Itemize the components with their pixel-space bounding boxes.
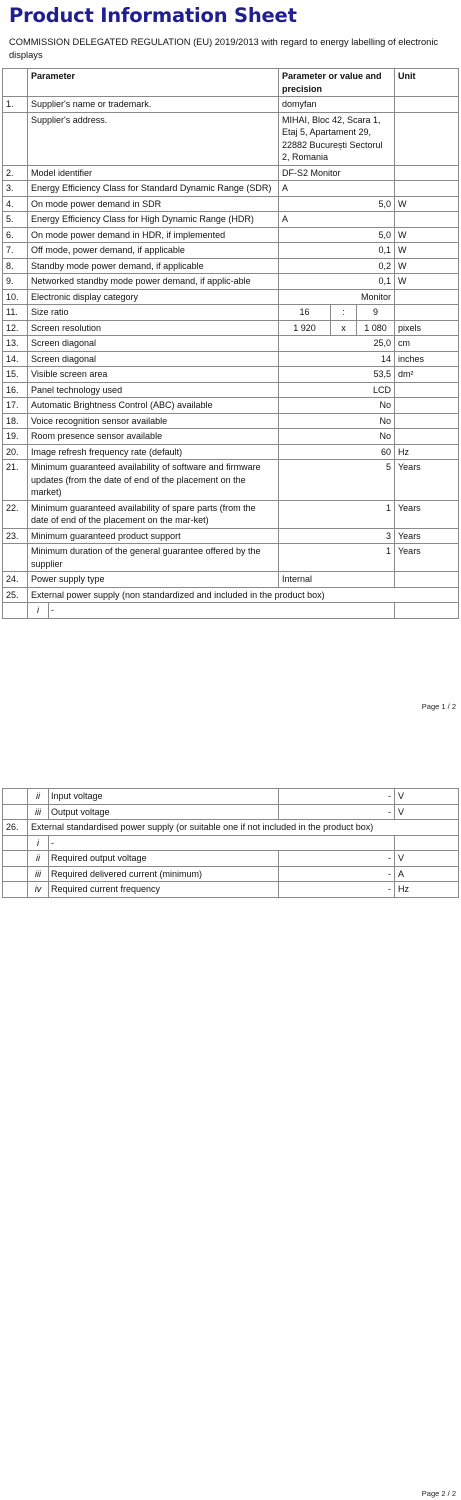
row-unit xyxy=(395,181,459,197)
row-unit xyxy=(395,413,459,429)
row-unit xyxy=(395,97,459,113)
row-value: 5,0 xyxy=(279,196,395,212)
sub-row xyxy=(3,866,459,882)
row-parameter: Size ratio xyxy=(28,305,279,321)
row-parameter: Energy Efficiency Class for High Dynamic Range (HDR) xyxy=(28,212,279,228)
row-unit: W xyxy=(395,227,459,243)
row-parameter: Screen resolution xyxy=(28,320,279,336)
table-row xyxy=(3,460,459,501)
row-number: 5. xyxy=(3,212,28,228)
row-value: 3 xyxy=(279,528,395,544)
row-value: LCD xyxy=(279,382,395,398)
row-number: 10. xyxy=(3,289,28,305)
row-value: 0,1 xyxy=(279,243,395,259)
table-row xyxy=(3,336,459,352)
row-value: Monitor xyxy=(279,289,395,305)
row-unit xyxy=(395,112,459,165)
sub-row-roman: i xyxy=(28,603,49,619)
header-value: Parameter or value and precision xyxy=(279,69,395,97)
sub-row-unit: A xyxy=(395,866,459,882)
row-unit xyxy=(395,289,459,305)
table-row xyxy=(3,196,459,212)
row-value: No xyxy=(279,398,395,414)
product-info-table-page-2 xyxy=(2,788,459,898)
row-unit xyxy=(395,212,459,228)
row-number: 7. xyxy=(3,243,28,259)
row-number: 16. xyxy=(3,382,28,398)
row-parameter: Power supply type xyxy=(28,572,279,588)
sub-row-roman: i xyxy=(28,835,49,851)
row-parameter: Automatic Brightness Control (ABC) available xyxy=(28,398,279,414)
table-row xyxy=(3,289,459,305)
row-value: 14 xyxy=(279,351,395,367)
sub-row-roman: iii xyxy=(28,866,49,882)
sub-row-unit: V xyxy=(395,804,459,820)
sub-row-unit xyxy=(395,603,459,619)
row-number: 21. xyxy=(3,460,28,501)
row-parameter: Minimum guaranteed product support xyxy=(28,528,279,544)
row-parameter: Networked standby mode power demand, if applic-able xyxy=(28,274,279,290)
row-parameter: Room presence sensor available xyxy=(28,429,279,445)
sub-row-value: - xyxy=(279,851,395,867)
row-parameter: Visible screen area xyxy=(28,367,279,383)
sub-row-indent xyxy=(3,804,28,820)
row-parameter: Supplier's name or trademark. xyxy=(28,97,279,113)
sub-row xyxy=(3,882,459,898)
page-number-2: Page 2 / 2 xyxy=(421,1489,456,1498)
sub-row-unit: V xyxy=(395,851,459,867)
row-value: 0,1 xyxy=(279,274,395,290)
sub-row-unit xyxy=(395,835,459,851)
sub-row-value: - xyxy=(279,804,395,820)
row-value: No xyxy=(279,413,395,429)
row-value: domyfan xyxy=(279,97,395,113)
row-parameter: On mode power demand in SDR xyxy=(28,196,279,212)
regulation-subtitle: COMMISSION DELEGATED REGULATION (EU) 2019/2013 with regard to energy labelling of electronic displays xyxy=(9,37,439,60)
sub-row-roman: iv xyxy=(28,882,49,898)
table-row xyxy=(3,212,459,228)
page-number-1: Page 1 / 2 xyxy=(421,702,456,711)
table-row xyxy=(3,367,459,383)
row-unit xyxy=(395,305,459,321)
row-unit: W xyxy=(395,274,459,290)
table-row xyxy=(3,320,459,336)
sub-row-indent xyxy=(3,603,28,619)
sub-row-parameter: Input voltage xyxy=(49,789,279,805)
row-number: 26. xyxy=(3,820,28,836)
sub-row-parameter: - xyxy=(49,835,395,851)
row-value: MIHAI, Bloc 42, Scara 1, Etaj 5, Apartament 29, 22882 București Sectorul 2, Romania xyxy=(279,112,395,165)
row-unit: W xyxy=(395,196,459,212)
row-unit xyxy=(395,429,459,445)
row-number: 8. xyxy=(3,258,28,274)
row-number: 2. xyxy=(3,165,28,181)
sub-row-value: - xyxy=(279,866,395,882)
table-row xyxy=(3,305,459,321)
sub-row-parameter: Required output voltage xyxy=(49,851,279,867)
row-number xyxy=(3,544,28,572)
row-parameter: Model identifier xyxy=(28,165,279,181)
row-number: 3. xyxy=(3,181,28,197)
row-unit: Years xyxy=(395,500,459,528)
row-parameter: Screen diagonal xyxy=(28,336,279,352)
row-value: Internal xyxy=(279,572,395,588)
table-row xyxy=(3,351,459,367)
table-row xyxy=(3,444,459,460)
table-row xyxy=(3,382,459,398)
row-value: 5,0 xyxy=(279,227,395,243)
row-number: 11. xyxy=(3,305,28,321)
row-parameter: Off mode, power demand, if applicable xyxy=(28,243,279,259)
row-value: No xyxy=(279,429,395,445)
row-number: 14. xyxy=(3,351,28,367)
row-value-left: 1 920 xyxy=(279,320,331,336)
row-unit xyxy=(395,572,459,588)
sub-row-parameter: Required current frequency xyxy=(49,882,279,898)
row-number: 1. xyxy=(3,97,28,113)
sub-row xyxy=(3,603,459,619)
table-row xyxy=(3,258,459,274)
table-row xyxy=(3,528,459,544)
table-row xyxy=(3,500,459,528)
row-unit: Years xyxy=(395,528,459,544)
row-unit: dm² xyxy=(395,367,459,383)
row-unit: pixels xyxy=(395,320,459,336)
table-row xyxy=(3,181,459,197)
row-parameter: Image refresh frequency rate (default) xyxy=(28,444,279,460)
sub-row-indent xyxy=(3,789,28,805)
table-row xyxy=(3,398,459,414)
sub-row xyxy=(3,851,459,867)
sub-row-indent xyxy=(3,866,28,882)
sub-row-value: - xyxy=(279,882,395,898)
row-parameter: External power supply (non standardized and included in the product box) xyxy=(28,587,459,603)
sub-row-roman: ii xyxy=(28,851,49,867)
sub-row-roman: ii xyxy=(28,789,49,805)
row-number: 23. xyxy=(3,528,28,544)
row-number: 6. xyxy=(3,227,28,243)
row-parameter: Panel technology used xyxy=(28,382,279,398)
row-value: 0,2 xyxy=(279,258,395,274)
sub-row-roman: iii xyxy=(28,804,49,820)
row-number: 22. xyxy=(3,500,28,528)
page-title: Product Information Sheet xyxy=(9,4,297,27)
row-number: 4. xyxy=(3,196,28,212)
table-header-row xyxy=(3,69,459,97)
row-unit: Years xyxy=(395,460,459,501)
row-parameter: External standardised power supply (or suitable one if not included in the product box) xyxy=(28,820,459,836)
sub-row-unit: V xyxy=(395,789,459,805)
row-value: 5 xyxy=(279,460,395,501)
row-parameter: Minimum duration of the general guarantee offered by the supplier xyxy=(28,544,279,572)
row-unit: Hz xyxy=(395,444,459,460)
table-row xyxy=(3,97,459,113)
table-row xyxy=(3,544,459,572)
table-row xyxy=(3,429,459,445)
row-number xyxy=(3,112,28,165)
row-parameter: Electronic display category xyxy=(28,289,279,305)
row-number: 25. xyxy=(3,587,28,603)
table-row xyxy=(3,413,459,429)
row-number: 15. xyxy=(3,367,28,383)
table-row xyxy=(3,227,459,243)
table-row xyxy=(3,165,459,181)
header-number-cell xyxy=(3,69,28,97)
sub-row xyxy=(3,835,459,851)
row-number: 24. xyxy=(3,572,28,588)
header-parameter: Parameter xyxy=(28,69,279,97)
row-unit xyxy=(395,165,459,181)
row-unit: W xyxy=(395,258,459,274)
row-value: A xyxy=(279,212,395,228)
row-value: 1 xyxy=(279,500,395,528)
row-unit: cm xyxy=(395,336,459,352)
sub-row-indent xyxy=(3,851,28,867)
row-number: 13. xyxy=(3,336,28,352)
row-value: 53,5 xyxy=(279,367,395,383)
table-row xyxy=(3,820,459,836)
row-value: A xyxy=(279,181,395,197)
row-value: 60 xyxy=(279,444,395,460)
sub-row-value: - xyxy=(279,789,395,805)
row-value: 1 xyxy=(279,544,395,572)
sub-row xyxy=(3,789,459,805)
row-parameter: On mode power demand in HDR, if implemented xyxy=(28,227,279,243)
row-unit: inches xyxy=(395,351,459,367)
row-number: 20. xyxy=(3,444,28,460)
row-value-right: 1 080 xyxy=(357,320,395,336)
row-number: 18. xyxy=(3,413,28,429)
sub-row xyxy=(3,804,459,820)
row-unit: Years xyxy=(395,544,459,572)
table-row xyxy=(3,112,459,165)
table-row xyxy=(3,274,459,290)
row-parameter: Screen diagonal xyxy=(28,351,279,367)
header-unit: Unit xyxy=(395,69,459,97)
product-info-table-page-1 xyxy=(2,68,459,619)
row-parameter: Minimum guaranteed availability of spare parts (from the date of end of the placement on the mar-ket) xyxy=(28,500,279,528)
table-row xyxy=(3,243,459,259)
sub-row-parameter: - xyxy=(49,603,395,619)
row-parameter: Voice recognition sensor available xyxy=(28,413,279,429)
row-value-left: 16 xyxy=(279,305,331,321)
row-number: 19. xyxy=(3,429,28,445)
sub-row-parameter: Required delivered current (minimum) xyxy=(49,866,279,882)
row-value-separator: : xyxy=(331,305,357,321)
sub-row-unit: Hz xyxy=(395,882,459,898)
row-unit: W xyxy=(395,243,459,259)
row-parameter: Standby mode power demand, if applicable xyxy=(28,258,279,274)
row-unit xyxy=(395,398,459,414)
table-row xyxy=(3,587,459,603)
row-number: 17. xyxy=(3,398,28,414)
row-value: 25,0 xyxy=(279,336,395,352)
row-unit xyxy=(395,382,459,398)
table-row xyxy=(3,572,459,588)
row-value-right: 9 xyxy=(357,305,395,321)
sub-row-parameter: Output voltage xyxy=(49,804,279,820)
row-number: 9. xyxy=(3,274,28,290)
row-number: 12. xyxy=(3,320,28,336)
sub-row-indent xyxy=(3,835,28,851)
sub-row-indent xyxy=(3,882,28,898)
row-value-separator: x xyxy=(331,320,357,336)
row-value: DF-S2 Monitor xyxy=(279,165,395,181)
row-parameter: Supplier's address. xyxy=(28,112,279,165)
row-parameter: Energy Efficiency Class for Standard Dynamic Range (SDR) xyxy=(28,181,279,197)
row-parameter: Minimum guaranteed availability of software and firmware updates (from the date of end of the placement on the market) xyxy=(28,460,279,501)
